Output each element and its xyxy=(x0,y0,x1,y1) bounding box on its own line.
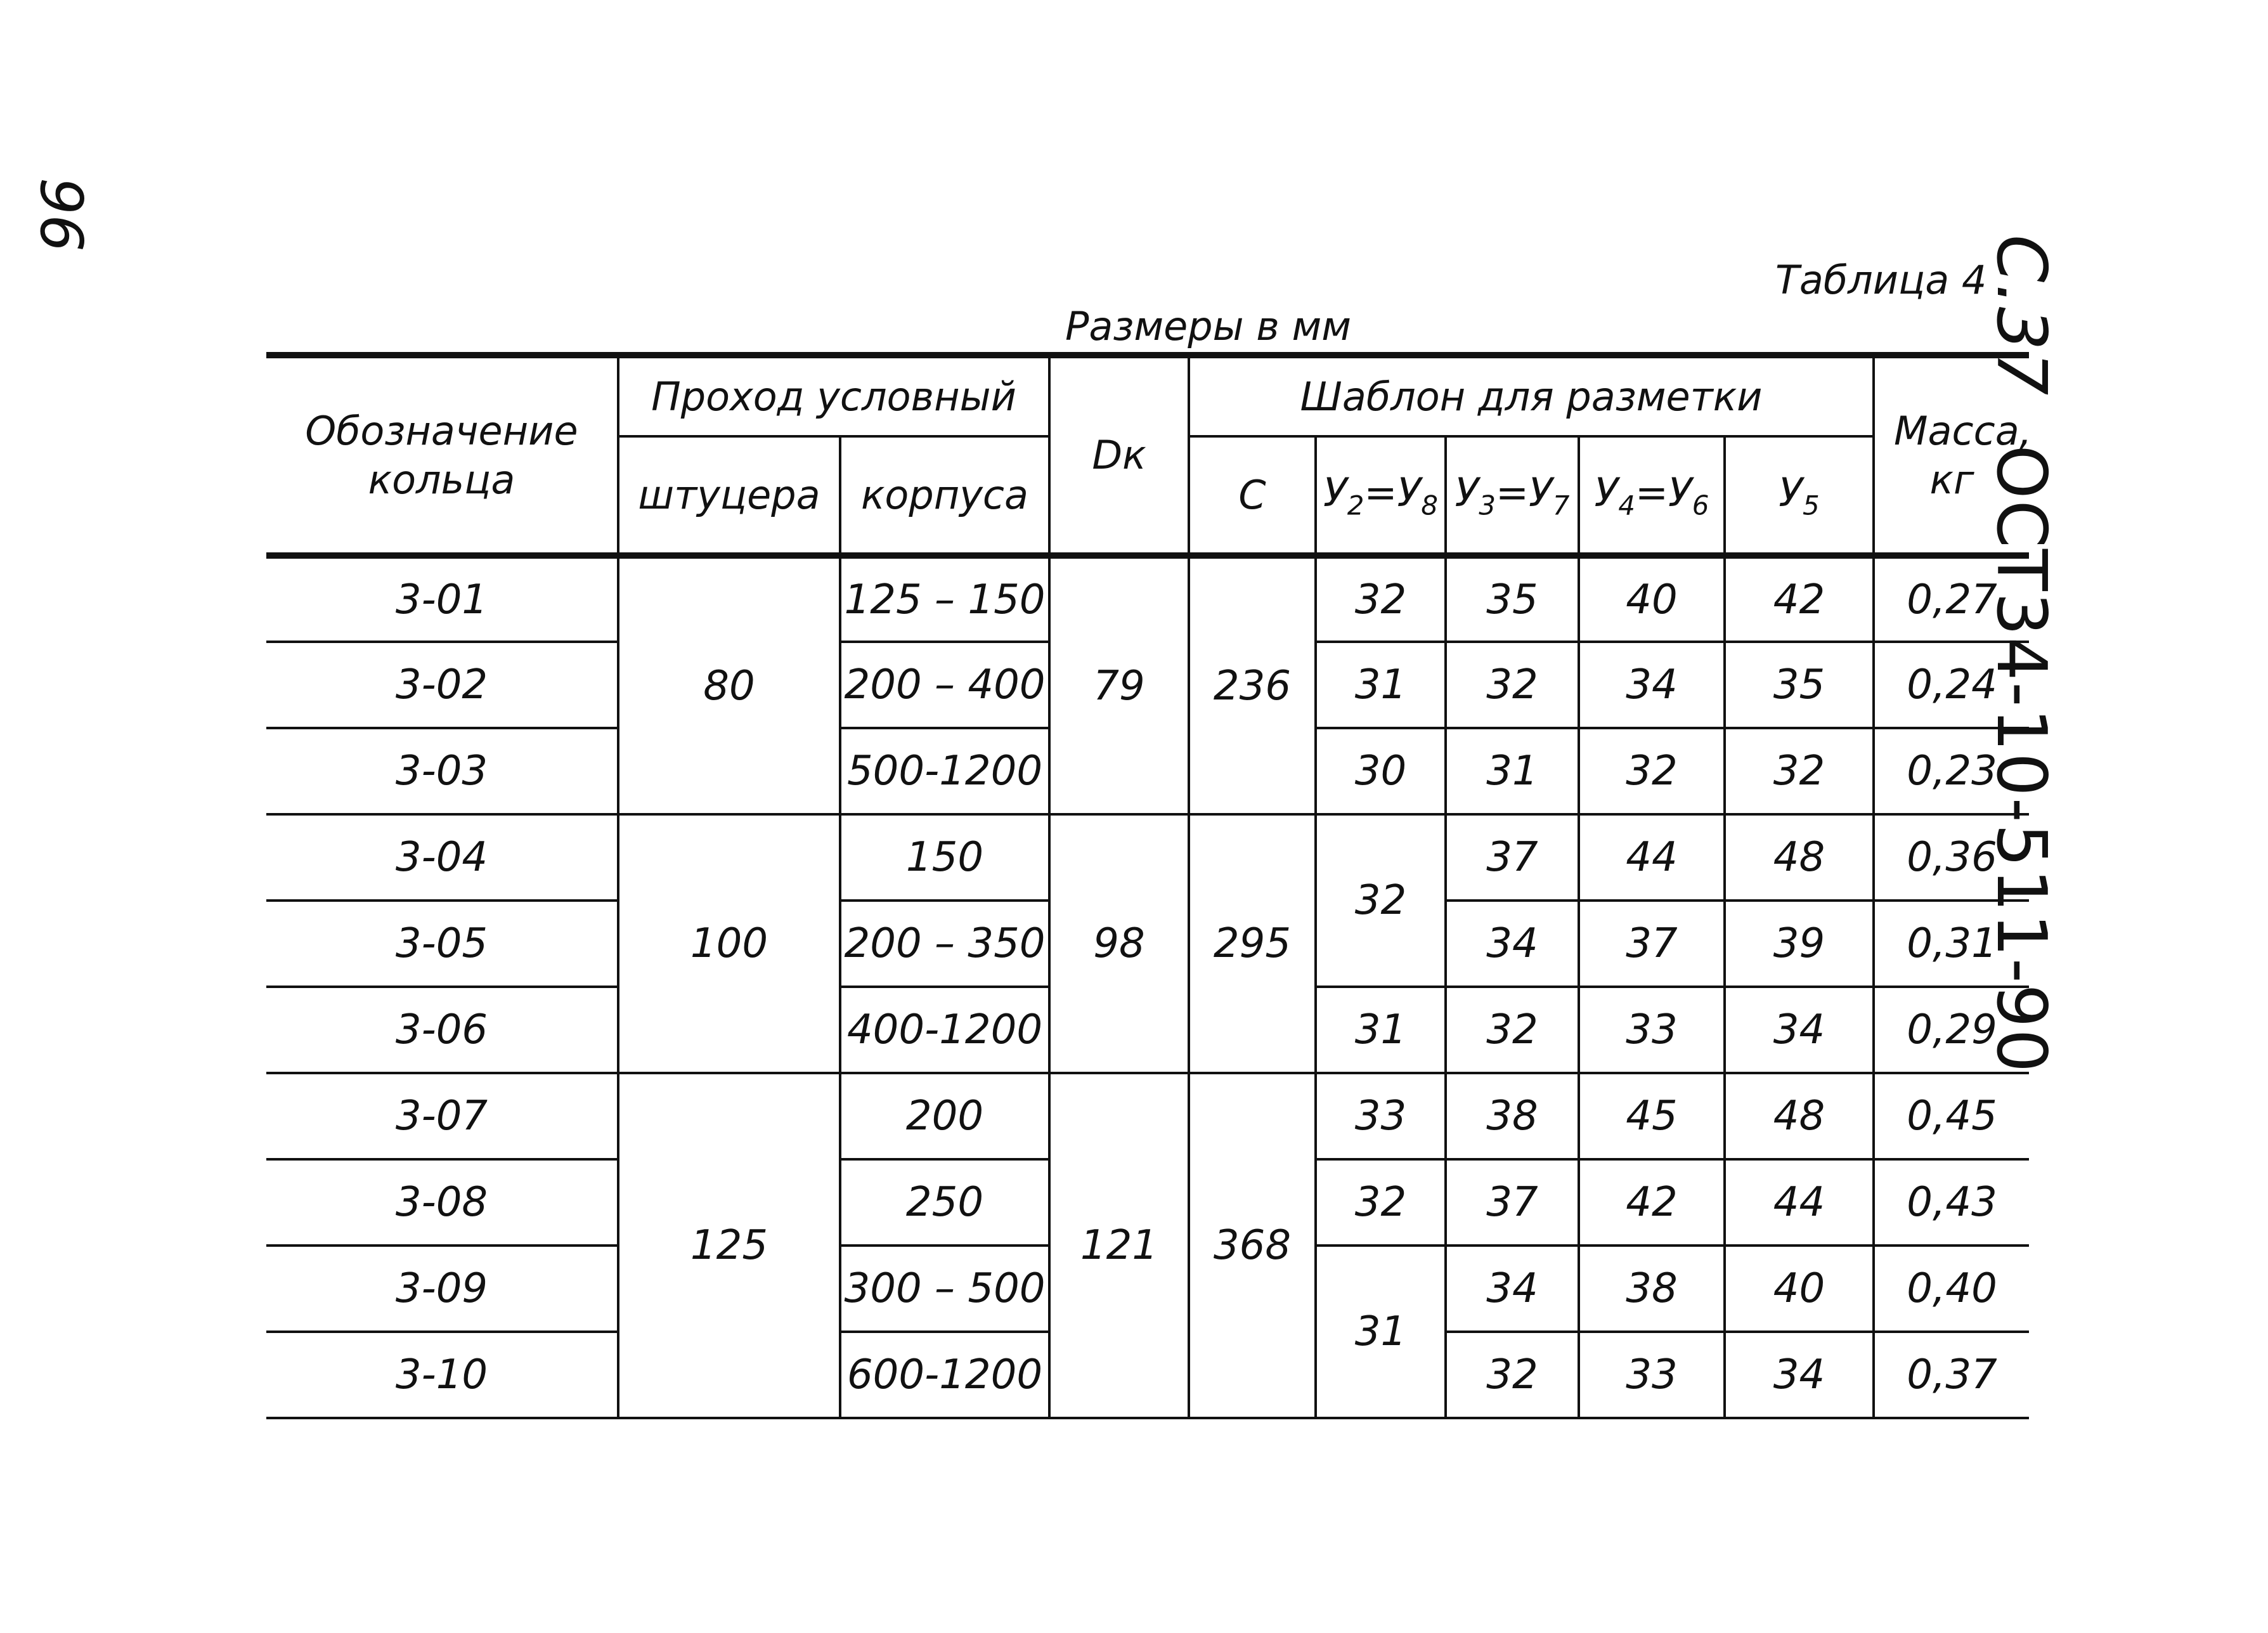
y2-y8-cell: 31 xyxy=(1316,642,1446,728)
ring-dimensions-table xyxy=(266,352,2032,1419)
dk-cell: 121 xyxy=(1049,1073,1189,1418)
y3-y7-cell: 37 xyxy=(1446,814,1579,901)
y4-y6-cell: 34 xyxy=(1579,642,1725,728)
body-cell: 600-1200 xyxy=(840,1332,1049,1418)
y3-y7-cell: 34 xyxy=(1446,1246,1579,1332)
units-caption: Размеры в мм xyxy=(1065,303,1352,349)
mass-cell: 0,24 xyxy=(1874,642,2029,728)
y3-y7-cell: 37 xyxy=(1446,1159,1579,1246)
mass-cell: 0,43 xyxy=(1874,1159,2029,1246)
mass-cell: 0,36 xyxy=(1874,814,2029,901)
y3-y7-cell: 38 xyxy=(1446,1073,1579,1159)
ring-cell: 3-05 xyxy=(266,901,618,987)
body-cell: 125 – 150 xyxy=(840,556,1049,642)
y5-cell: 32 xyxy=(1725,728,1874,814)
standard-code: ОСТ34-10-511-90 xyxy=(1981,445,2061,1074)
header-mass: Масса, кг xyxy=(1874,355,2029,556)
ring-cell: 3-08 xyxy=(266,1159,618,1246)
header-y2-y8: $У_2=У_8$ xyxy=(1316,436,1446,556)
mass-cell: 0,37 xyxy=(1874,1332,2029,1418)
ring-cell: 3-07 xyxy=(266,1073,618,1159)
body-cell: 250 xyxy=(840,1159,1049,1246)
y2-y8-cell: 32 xyxy=(1316,1159,1446,1246)
y4-y6-cell: 32 xyxy=(1579,728,1725,814)
ring-cell: 3-04 xyxy=(266,814,618,901)
mass-cell: 0,45 xyxy=(1874,1073,2029,1159)
header-y4-y6: $У_4=У_6$ xyxy=(1579,436,1725,556)
table-caption: Таблица 4 xyxy=(1775,257,1987,303)
y4-y6-cell: 44 xyxy=(1579,814,1725,901)
header-y5: $У_5$ xyxy=(1725,436,1874,556)
header-c: С xyxy=(1189,436,1316,556)
header-dk: Dк xyxy=(1049,355,1189,556)
body-cell: 200 xyxy=(840,1073,1049,1159)
ring-cell: 3-10 xyxy=(266,1332,618,1418)
ring-cell: 3-03 xyxy=(266,728,618,814)
y4-y6-cell: 33 xyxy=(1579,1332,1725,1418)
y3-y7-cell: 34 xyxy=(1446,901,1579,987)
y3-y7-cell: 35 xyxy=(1446,556,1579,642)
body-cell: 300 – 500 xyxy=(840,1246,1049,1332)
c-cell: 368 xyxy=(1189,1073,1316,1418)
ring-cell: 3-02 xyxy=(266,642,618,728)
y4-y6-cell: 33 xyxy=(1579,987,1725,1073)
y2-y8-cell: 33 xyxy=(1316,1073,1446,1159)
header-ring-designation: Обозначение кольца xyxy=(266,355,618,556)
sheet-number: С.37 xyxy=(1981,235,2061,397)
y4-y6-cell: 38 xyxy=(1579,1246,1725,1332)
y3-y7-cell: 31 xyxy=(1446,728,1579,814)
y5-cell: 48 xyxy=(1725,814,1874,901)
mass-cell: 0,27 xyxy=(1874,556,2029,642)
body-cell: 150 xyxy=(840,814,1049,901)
fitting-cell: 125 xyxy=(618,1073,840,1418)
y2-y8-cell: 32 xyxy=(1316,814,1446,987)
y2-y8-cell: 32 xyxy=(1316,556,1446,642)
page-number: 96 xyxy=(27,178,95,252)
y3-y7-cell: 32 xyxy=(1446,987,1579,1073)
mass-cell: 0,40 xyxy=(1874,1246,2029,1332)
fitting-cell: 100 xyxy=(618,814,840,1073)
y3-y7-cell: 32 xyxy=(1446,642,1579,728)
fitting-cell: 80 xyxy=(618,556,840,814)
y5-cell: 34 xyxy=(1725,987,1874,1073)
y2-y8-cell: 30 xyxy=(1316,728,1446,814)
header-marking-template: Шаблон для разметки xyxy=(1189,355,1874,436)
mass-cell: 0,23 xyxy=(1874,728,2029,814)
y2-y8-cell: 31 xyxy=(1316,1246,1446,1418)
dk-cell: 98 xyxy=(1049,814,1189,1073)
y5-cell: 42 xyxy=(1725,556,1874,642)
table-row xyxy=(266,556,2029,642)
header-y3-y7: $У_3=У_7$ xyxy=(1446,436,1579,556)
y5-cell: 40 xyxy=(1725,1246,1874,1332)
table-row xyxy=(266,1073,2029,1159)
y5-cell: 44 xyxy=(1725,1159,1874,1246)
c-cell: 295 xyxy=(1189,814,1316,1073)
body-cell: 200 – 350 xyxy=(840,901,1049,987)
ring-cell: 3-06 xyxy=(266,987,618,1073)
header-nominal-passage: Проход условный xyxy=(618,355,1049,436)
body-cell: 400-1200 xyxy=(840,987,1049,1073)
y5-cell: 35 xyxy=(1725,642,1874,728)
y3-y7-cell: 32 xyxy=(1446,1332,1579,1418)
y2-y8-cell: 31 xyxy=(1316,987,1446,1073)
header-fitting: штуцера xyxy=(618,436,840,556)
y4-y6-cell: 37 xyxy=(1579,901,1725,987)
body-cell: 200 – 400 xyxy=(840,642,1049,728)
mass-cell: 0,29 xyxy=(1874,987,2029,1073)
y4-y6-cell: 40 xyxy=(1579,556,1725,642)
table-row xyxy=(266,814,2029,901)
c-cell: 236 xyxy=(1189,556,1316,814)
header-body: корпуса xyxy=(840,436,1049,556)
mass-cell: 0,31 xyxy=(1874,901,2029,987)
y5-cell: 48 xyxy=(1725,1073,1874,1159)
ring-cell: 3-01 xyxy=(266,556,618,642)
y4-y6-cell: 45 xyxy=(1579,1073,1725,1159)
y4-y6-cell: 42 xyxy=(1579,1159,1725,1246)
y5-cell: 39 xyxy=(1725,901,1874,987)
ring-cell: 3-09 xyxy=(266,1246,618,1332)
body-cell: 500-1200 xyxy=(840,728,1049,814)
dk-cell: 79 xyxy=(1049,556,1189,814)
y5-cell: 34 xyxy=(1725,1332,1874,1418)
